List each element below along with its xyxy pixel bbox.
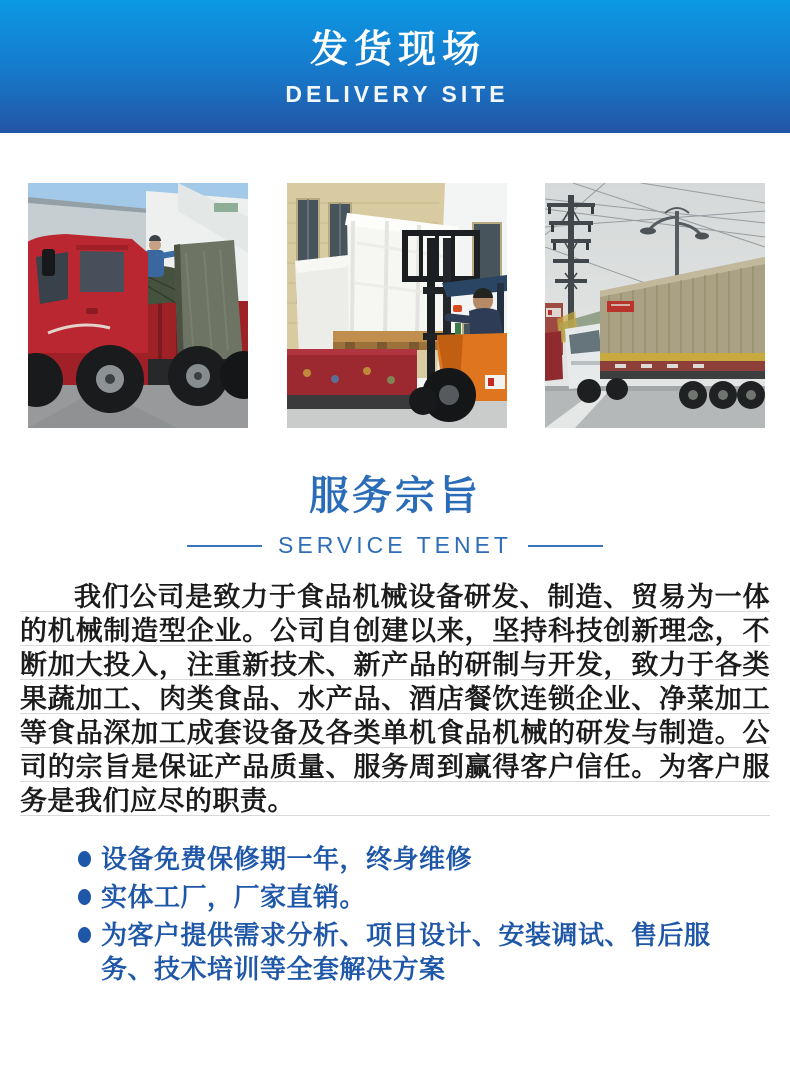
banner-subtitle: DELIVERY SITE — [285, 81, 509, 108]
bullet-item-label: 设备免费保修期一年，终身维修 — [101, 844, 473, 874]
bullet-dot-icon — [78, 851, 91, 867]
section-subtitle: SERVICE TENET — [278, 532, 512, 558]
bullet-dot-icon — [78, 889, 91, 905]
service-bullet-list — [78, 842, 750, 986]
bullet-item-solutions — [78, 918, 750, 986]
decorative-line-left — [187, 545, 262, 547]
bullet-item-factory — [78, 880, 750, 914]
section-subtitle-row — [0, 532, 790, 559]
forklift-loading-illustration — [287, 183, 507, 428]
bullet-item-warranty — [78, 842, 750, 876]
photo-forklift-loading — [287, 183, 507, 428]
company-intro-paragraph: 我们公司是致力于食品机械设备研发、制造、贸易为一体的机械制造型企业。公司自创建以来，坚持科技创新理念，不断加大投入，注重新技术、新产品的研制与开发，致力于各类果蔬加工、肉类食品、水产品、酒店餐饮连锁企业、净菜加工等食品深加工成套设备及各类单机食品机械的研发与制造。公司的宗旨是保证产品质量、服务周到赢得客户信任。为客户服务是我们应尽的职责。 — [20, 582, 770, 816]
bullet-item-label: 实体工厂，厂家直销。 — [101, 882, 367, 912]
red-truck-loading-illustration — [28, 183, 248, 428]
delivery-site-banner — [0, 0, 790, 133]
banner-title: 发货现场 — [309, 28, 486, 71]
section-title: 服务宗旨 — [309, 474, 481, 518]
bullet-dot-icon — [78, 927, 91, 943]
service-tenet-section — [0, 472, 790, 986]
decorative-line-right — [528, 545, 603, 547]
photo-red-truck-loading — [28, 183, 248, 428]
container-truck-illustration — [545, 183, 765, 428]
bullet-item-label: 为客户提供需求分析、项目设计、安装调试、售后服务、技术培训等全套解决方案 — [101, 920, 711, 984]
photo-container-truck — [545, 183, 765, 428]
delivery-photo-gallery — [0, 183, 790, 428]
